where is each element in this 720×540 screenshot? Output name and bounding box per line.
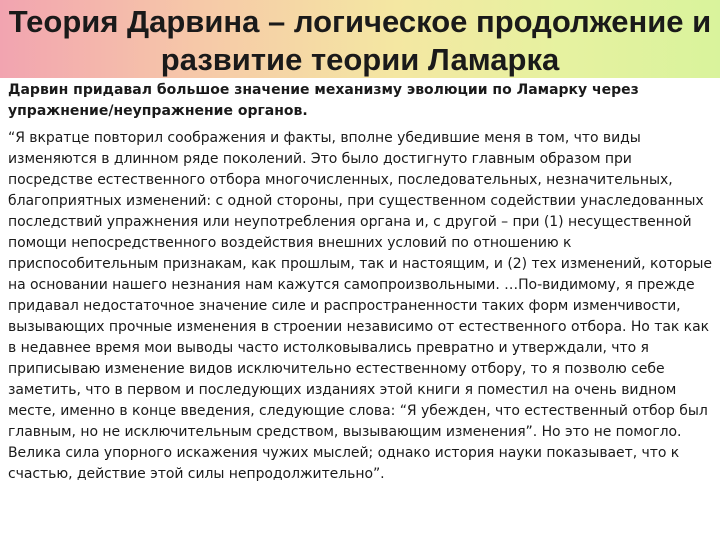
intro-paragraph: Дарвин придавал большое значение механизму эволюции по Ламарку через упражнение/неупражнение органов.: [8, 82, 639, 119]
slide-content: [8, 80, 714, 485]
darwin-quote: “Я вкратце повторил соображения и факты, вполне убедившие меня в том, что виды изменяются в длинном ряде поколений. Это было достигнуто главным образом при посредстве естественного отбора многочисленных, последовательных, незначительных, благоприятных изменений: с одной стороны, при существенном содействии унаследованных последствий упражнения или неупотребления органа и, с другой – при (1) несущественной помощи непосредственного воздействия внешних условий по отношению к приспособительным признакам, как прошлым, так и настоящим, и (2) тех изменений, которые на основании нашего незнания нам кажутся самопроизвольными. …По-видимому, я прежде придавал недостаточное значение силе и распространенности таких форм изменчивости, вызывающих прочные изменения в строении независимо от естественного отбора. Но так как в недавнее время мои выводы часто истолковывались превратно и утверждали, что я приписываю изменение видов исключительно естественному отбору, то я позволю себе заметить, что в первом и последующих изданиях этой книги я поместил на очень видном месте, именно в конце введения, следующие слова: “Я убежден, что естественный отбор был главным, но не исключительным средством, вызывающим изменения”. Но это не помогло. Велика сила упорного искажения чужих мыслей; однако история науки показывает, что к счастью, действие этой силы непродолжительно”.: [8, 130, 712, 482]
slide-title: Теория Дарвина – логическое продолжение и развитие теории Ламарка: [8, 4, 712, 77]
